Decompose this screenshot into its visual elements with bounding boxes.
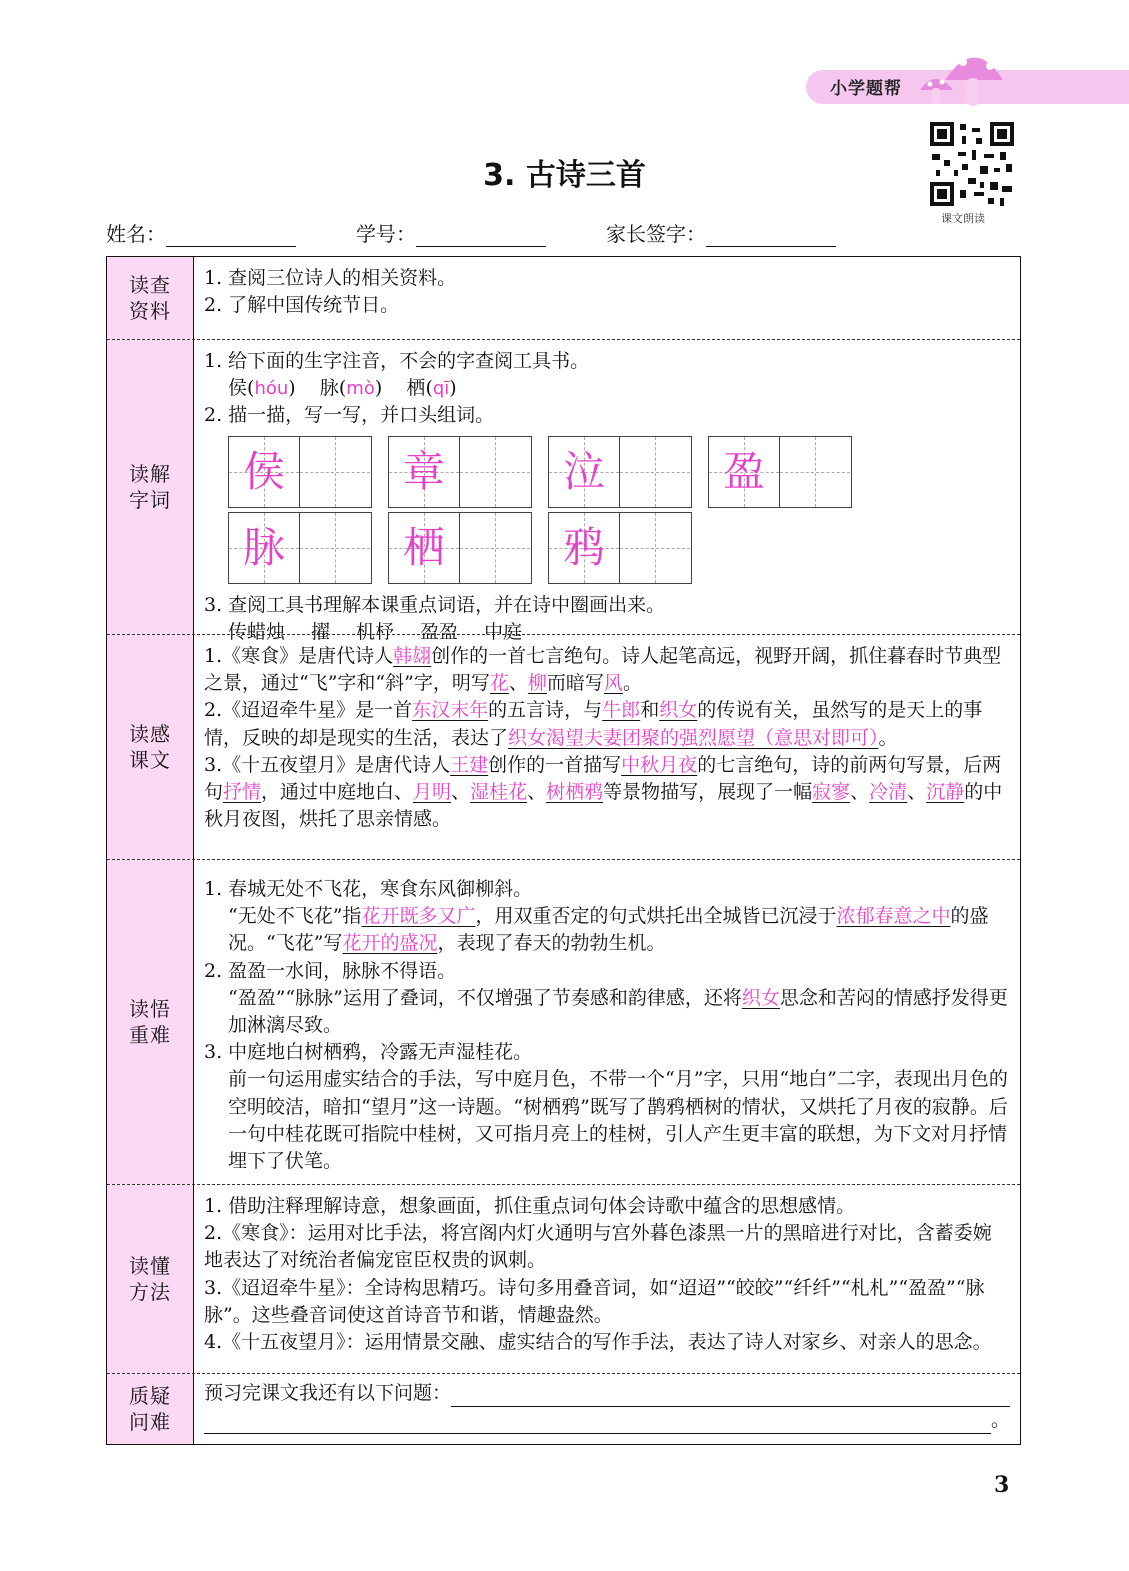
section-content bbox=[194, 635, 1020, 859]
parent-signature-blank[interactable] bbox=[706, 224, 836, 247]
paragraph: 2.《迢迢牵牛星》是一首东汉末年的五言诗，与牛郎和织女的传说有关，虽然写的是天上的事情，反映的却是现实的生活，表达了织女渴望夫妻团聚的强烈愿望（意思对即可）。 bbox=[204, 699, 983, 749]
answer-blank[interactable] bbox=[451, 1380, 1010, 1407]
question-prompt: 预习完课文我还有以下问题： bbox=[204, 1382, 452, 1404]
pinyin-row: 侯(hóu) 脉(mò) 栖(qī) bbox=[228, 377, 457, 400]
paragraph: 1.《寒食》是唐代诗人韩翃创作的一首七言绝句。诗人起笔高远，视野开阔，抓住暮春时节典型之景，通过“飞”字和“斜”字，明写花、柳而暗写风。 bbox=[204, 645, 1002, 695]
student-id-label: 学号： bbox=[356, 222, 416, 246]
key-words: 传蜡烛 擢 机杼 盈盈 中庭 bbox=[228, 620, 523, 643]
mushroom-icon bbox=[915, 40, 1005, 110]
section-label: 读感 课文 bbox=[107, 635, 194, 859]
writing-grid bbox=[228, 436, 1008, 588]
paragraph: 前一句运用虚实结合的手法，写中庭月色，不带一个“月”字，只用“地白”二字，表现出月色的空明皎洁，暗扣“望月”这一诗题。“树栖鸦”既写了鹊鸦栖树的情状，又烘托了月夜的寂静。后一句中桂花既可指院中桂树，又可指月亮上的桂树，引人产生更丰富的联想，为下文对月抒情埋下了伏笔。 bbox=[228, 1068, 1008, 1173]
character-box[interactable]: 脉 bbox=[228, 512, 372, 584]
pinyin-answer: qī bbox=[432, 378, 450, 400]
pinyin-answer: mò bbox=[346, 378, 375, 400]
worksheet-table bbox=[106, 256, 1021, 1445]
section-label: 读查 资料 bbox=[107, 257, 194, 339]
section-wenti bbox=[107, 1374, 1020, 1444]
paragraph: 3.《十五夜望月》是唐代诗人王建创作的一首描写中秋月夜的七言绝句，诗的前两句写景，后两句抒情，通过中庭地白、月明、湿桂花、树栖鸦等景物描写，展现了一幅寂寥、冷清、沉静的中秋月夜图，烘托了思亲情感。 bbox=[204, 753, 1003, 831]
answer-blank[interactable] bbox=[204, 1407, 991, 1434]
section-kewen bbox=[107, 635, 1020, 860]
list-item: 1. 查阅三位诗人的相关资料。 bbox=[204, 267, 457, 289]
student-id-blank[interactable] bbox=[416, 224, 546, 247]
question: 2. 描一描，写一写，并口头组词。 bbox=[204, 404, 495, 427]
section-content bbox=[194, 860, 1020, 1184]
brand-name: 小学题帮 bbox=[830, 79, 902, 99]
question-line[interactable] bbox=[204, 1380, 1010, 1407]
question: 1. 给下面的生字注音，不会的字查阅工具书。 bbox=[204, 350, 590, 372]
parent-signature-field[interactable] bbox=[606, 218, 836, 247]
list-item: 4.《十五夜望月》：运用情景交融、虚实结合的写作手法，表达了诗人对家乡、对亲人的思念。 bbox=[204, 1331, 992, 1354]
qr-caption: 课文朗读 bbox=[941, 212, 985, 225]
list-item: 2.《寒食》：运用对比手法，将宫阁内灯火通明与宫外暮色漆黑一片的黑暗进行对比，含蓄委婉地表达了对统治者偏宠宦臣权贵的讽刺。 bbox=[204, 1222, 992, 1272]
character-box[interactable]: 侯 bbox=[228, 436, 372, 508]
list-item: 2. 了解中国传统节日。 bbox=[204, 294, 400, 317]
poem-line: 1. 春城无处不飞花，寒食东风御柳斜。 bbox=[204, 878, 533, 900]
section-ziliao bbox=[107, 257, 1020, 340]
section-label: 读悟 重难 bbox=[107, 860, 194, 1184]
section-label: 质疑 问难 bbox=[107, 1374, 194, 1444]
paragraph: “盈盈”“脉脉”运用了叠词，不仅增强了节奏感和韵律感，还将织女思念和苦闷的情感抒发得更加淋漓尽致。 bbox=[228, 986, 1008, 1037]
section-fangfa bbox=[107, 1185, 1020, 1374]
name-blank[interactable] bbox=[166, 224, 296, 247]
section-zhongnan bbox=[107, 860, 1020, 1185]
pinyin-answer: hóu bbox=[254, 378, 289, 400]
character-box[interactable]: 栖 bbox=[388, 512, 532, 584]
section-label: 读解 字词 bbox=[107, 340, 194, 634]
list-item: 1. 借助注释理解诗意，想象画面，抓住重点词句体会诗歌中蕴含的思想感情。 bbox=[204, 1195, 856, 1217]
section-label: 读懂 方法 bbox=[107, 1185, 194, 1373]
question: 3. 查阅工具书理解本课重点词语，并在诗中圈画出来。 bbox=[204, 593, 666, 616]
character-box[interactable]: 盈 bbox=[708, 436, 852, 508]
name-field[interactable] bbox=[106, 218, 296, 247]
character-box[interactable]: 泣 bbox=[548, 436, 692, 508]
section-content bbox=[194, 1185, 1020, 1373]
list-item: 3.《迢迢牵牛星》：全诗构思精巧。诗句多用叠音词，如“迢迢”“皎皎”“纤纤”“札札”“盈盈”“脉脉”。这些叠音词使这首诗音节和谐，情趣盎然。 bbox=[204, 1276, 985, 1326]
paragraph: “无处不飞花”指花开既多又广，用双重否定的句式烘托出全城皆已沉浸于浓郁春意之中的盛况。“飞花”写花开的盛况，表现了春天的勃勃生机。 bbox=[228, 905, 989, 955]
student-id-field[interactable] bbox=[356, 218, 546, 247]
poem-line: 2. 盈盈一水间，脉脉不得语。 bbox=[204, 959, 457, 982]
question-line[interactable] bbox=[204, 1407, 1010, 1434]
period: 。 bbox=[990, 1409, 1010, 1432]
page-number: 3 bbox=[994, 1472, 1010, 1498]
page-title: 3. 古诗三首 bbox=[483, 158, 646, 193]
character-box[interactable]: 章 bbox=[388, 436, 532, 508]
name-label: 姓名： bbox=[106, 222, 166, 246]
character-box[interactable]: 鸦 bbox=[548, 512, 692, 584]
section-content bbox=[194, 340, 1020, 643]
poem-line: 3. 中庭地白树栖鸦，冷露无声湿桂花。 bbox=[204, 1041, 533, 1064]
parent-signature-label: 家长签字： bbox=[606, 222, 706, 246]
section-content bbox=[194, 257, 1020, 339]
section-zici bbox=[107, 340, 1020, 643]
section-content bbox=[194, 1374, 1020, 1444]
